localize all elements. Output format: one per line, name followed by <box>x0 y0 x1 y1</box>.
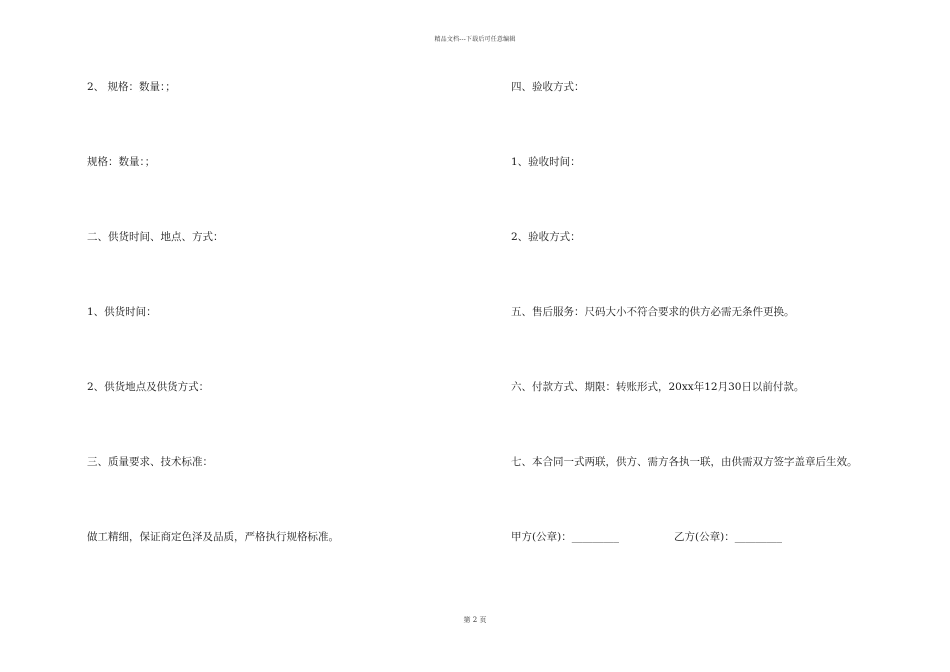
left-line-supply-place: 2、供货地点及供货方式： <box>87 381 210 393</box>
left-line-spec-quantity-2: 2、 规格：数量：； <box>87 81 176 93</box>
page-number: 第 2 页 <box>463 616 487 624</box>
right-line-acceptance-time: 1、验收时间： <box>511 156 581 168</box>
right-line-acceptance-heading: 四、验收方式： <box>511 81 585 93</box>
page-header: 精品文档---下载后可任意编辑 <box>434 36 516 43</box>
right-line-payment: 六、付款方式、期限：转账形式，20xx年12月30日以前付款。 <box>511 381 805 393</box>
left-line-quality-text: 做工精细，保证商定色泽及品质，严格执行规格标准。 <box>87 531 339 543</box>
left-line-supply-heading: 二、供货时间、地点、方式： <box>87 231 224 243</box>
left-line-supply-time: 1、供货时间： <box>87 306 157 318</box>
right-line-after-sales: 五、售后服务：尺码大小不符合要求的供方必需无条件更换。 <box>511 306 795 318</box>
left-line-quality-heading: 三、质量要求、技术标准： <box>87 456 213 468</box>
party-a-signature: 甲方(公章)：_________ <box>511 531 619 543</box>
party-b-signature: 乙方(公章)：_________ <box>674 531 782 543</box>
right-line-contract-copies: 七、本合同一式两联，供方、需方各执一联，由供需双方签字盖章后生效。 <box>511 456 858 468</box>
right-line-acceptance-method: 2、验收方式： <box>511 231 581 243</box>
left-line-spec-quantity: 规格：数量：； <box>87 156 156 168</box>
